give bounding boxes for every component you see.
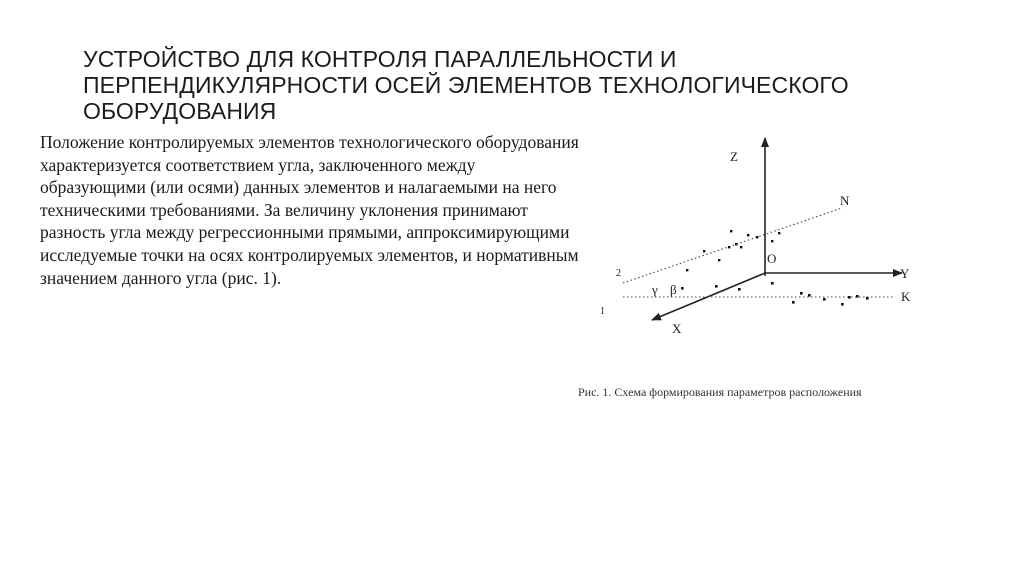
point: [823, 298, 826, 301]
point: [792, 301, 795, 304]
point: [808, 294, 811, 297]
point: [866, 297, 869, 300]
axes-diagram-svg: [590, 128, 950, 378]
n-label: N: [840, 193, 850, 208]
point: [738, 288, 741, 291]
point: [730, 230, 732, 232]
point: [800, 292, 803, 295]
point: [841, 303, 844, 306]
point: [728, 246, 730, 248]
point: [771, 282, 774, 285]
point: [686, 269, 688, 271]
beta-angle-label: β: [670, 282, 677, 297]
z-axis-label: Z: [730, 149, 738, 164]
point: [747, 234, 749, 236]
line-2-label: 2: [616, 268, 621, 279]
slide-title: УСТРОЙСТВО ДЛЯ КОНТРОЛЯ ПАРАЛЛЕЛЬНОСТИ И ПЕРПЕНДИКУЛЯРНОСТИ ОСЕЙ ЭЛЕМЕНТОВ ТЕХНОЛОГИЧЕСКОГО ОБОРУДОВАНИЯ: [83, 46, 849, 124]
body-paragraph: Положение контролируемых элементов технологического оборудования характеризуется соответствием угла, заключенного между образующими (или осями) данных элементов и налагаемыми на него техническими требованиями. За величину уклонения принимают разность угла между регрессионными прямыми, аппроксимирующими исследуемые точки на осях контролируемых элементов, и нормативным значением данного угла (рис. 1).: [40, 132, 579, 288]
point: [778, 232, 780, 234]
point: [771, 240, 773, 242]
line-1-label: 1: [600, 306, 605, 317]
point: [681, 287, 684, 290]
point: [718, 259, 720, 261]
point: [848, 296, 851, 299]
gamma-angle-label: γ: [652, 282, 658, 297]
x-axis-label: X: [672, 321, 682, 336]
regression-line-2: [623, 208, 842, 283]
k-label: K: [901, 289, 911, 304]
point: [856, 295, 859, 298]
y-axis-label: Y: [900, 266, 910, 281]
point: [735, 243, 737, 245]
point: [703, 250, 705, 252]
origin-label: O: [767, 251, 777, 266]
figure-caption: Рис. 1. Схема формирования параметров расположения: [578, 385, 862, 399]
point: [756, 236, 758, 238]
point: [715, 285, 718, 288]
axes-diagram: [590, 128, 950, 408]
point: [740, 246, 742, 248]
points-line-1: [681, 282, 869, 306]
